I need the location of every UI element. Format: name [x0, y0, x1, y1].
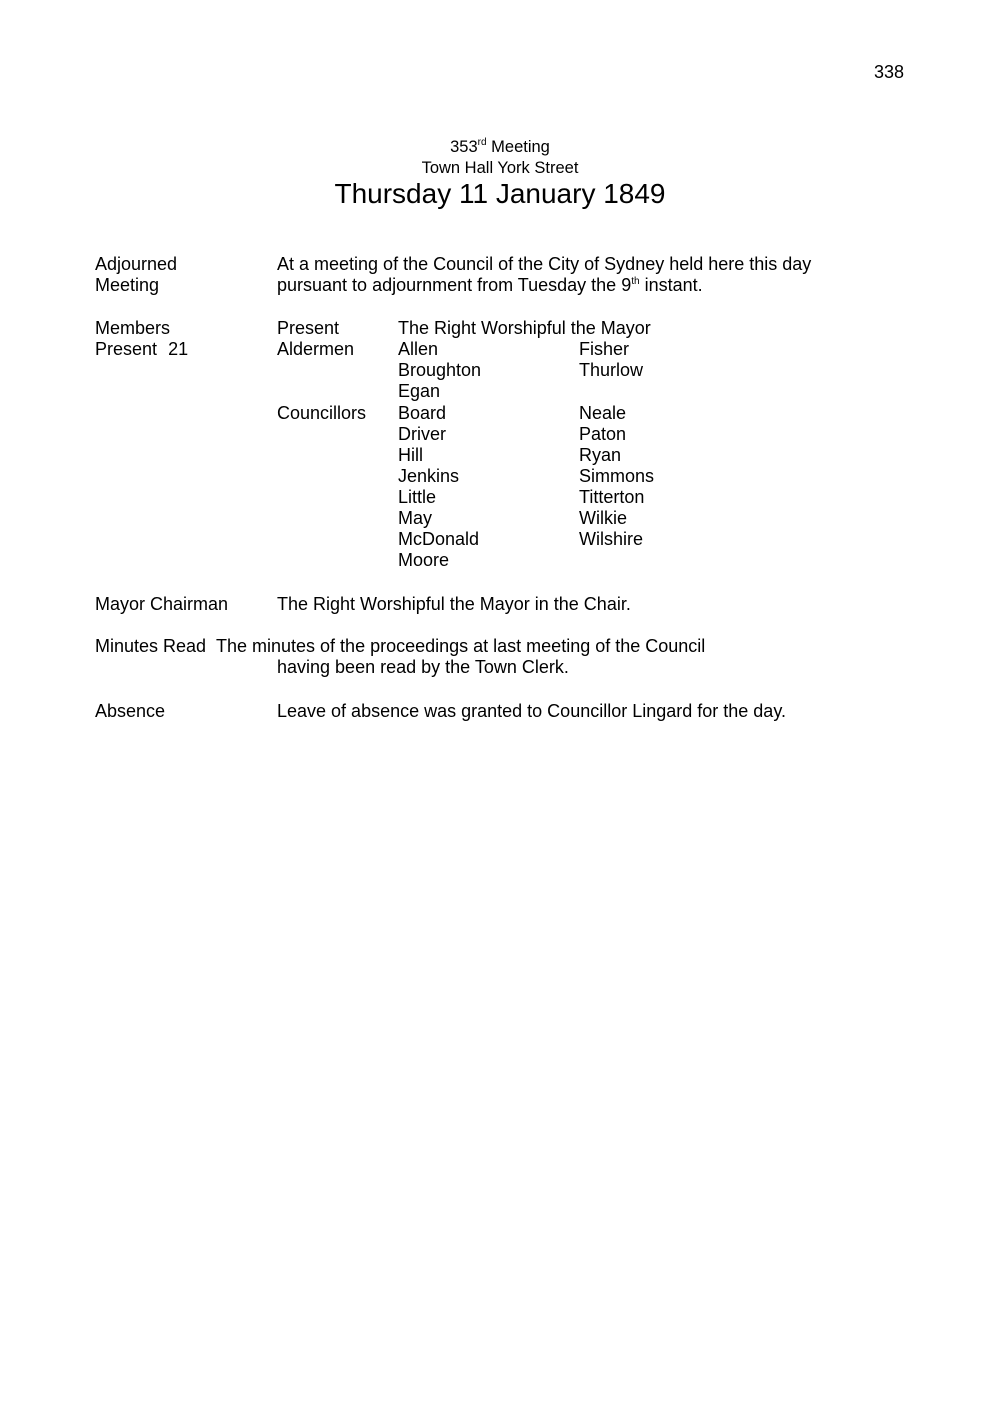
margin-note-present-label: Present [95, 339, 158, 359]
adjourned-text-line-2-before: pursuant to adjournment from Tuesday the 9 [277, 275, 632, 295]
councillor-name: Simmons [579, 466, 655, 486]
councillor-name: Ryan [579, 445, 622, 465]
aldermen-column-2 [579, 339, 643, 381]
adjourned-text-line-2-after: instant. [639, 275, 703, 295]
minutes-read-text-line-2: having been read by the Town Clerk. [277, 657, 569, 677]
councillor-name: May [398, 508, 433, 528]
margin-note-minutes-read: Minutes Read [95, 636, 207, 656]
councillor-name: Driver [398, 424, 446, 444]
minutes-read-text-line-1: The minutes of the proceedings at last meeting of the Council [216, 636, 706, 656]
aldermen-column-1 [398, 339, 481, 402]
mayor-chairman-text: The Right Worshipful the Mayor in the Chair. [277, 594, 631, 614]
mayor-present: The Right Worshipful the Mayor [398, 318, 651, 338]
margin-note-adjourned: Adjourned [95, 254, 178, 274]
page-title: Thursday 11 January 1849 [334, 178, 666, 209]
meeting-word: Meeting [486, 138, 550, 156]
alderman-name: Fisher [579, 339, 630, 359]
margin-note-present [95, 339, 188, 360]
margin-note-members: Members [95, 318, 171, 338]
absence-text: Leave of absence was granted to Councillor Lingard for the day. [277, 701, 786, 721]
councillor-name: Moore [398, 550, 450, 570]
alderman-name: Thurlow [579, 360, 644, 380]
councillor-name: Wilkie [579, 508, 627, 528]
margin-note-mayor-chairman: Mayor Chairman [95, 594, 229, 614]
venue-heading: Town Hall York Street [421, 159, 579, 177]
meeting-number-suffix: rd [477, 137, 487, 148]
councillors-label: Councillors [277, 403, 367, 423]
aldermen-label: Aldermen [277, 339, 355, 359]
meeting-number: 353 [450, 138, 478, 156]
meeting-number-heading [0, 137, 1000, 158]
adjourned-text-line-1: At a meeting of the Council of the City of Sydney held here this day [277, 254, 812, 274]
margin-note-absence: Absence [95, 701, 166, 721]
councillor-name: Titterton [579, 487, 645, 507]
councillor-name: Neale [579, 403, 627, 423]
councillor-name: Paton [579, 424, 627, 444]
margin-note-meeting: Meeting [95, 275, 160, 295]
councillors-column-2 [579, 403, 654, 550]
alderman-name: Egan [398, 381, 441, 401]
councillors-column-1 [398, 403, 479, 571]
adjourned-text-line-2 [277, 275, 703, 296]
ordinal-suffix: th [631, 276, 640, 287]
alderman-name: Allen [398, 339, 439, 359]
present-label: Present [277, 318, 340, 338]
councillor-name: McDonald [398, 529, 480, 549]
councillor-name: Wilshire [579, 529, 644, 549]
alderman-name: Broughton [398, 360, 482, 380]
councillor-name: Board [398, 403, 447, 423]
page-number: 338 [873, 62, 904, 82]
councillor-name: Hill [398, 445, 423, 465]
members-present-count: 21 [168, 339, 189, 359]
councillor-name: Jenkins [398, 466, 460, 486]
councillor-name: Little [398, 487, 437, 507]
